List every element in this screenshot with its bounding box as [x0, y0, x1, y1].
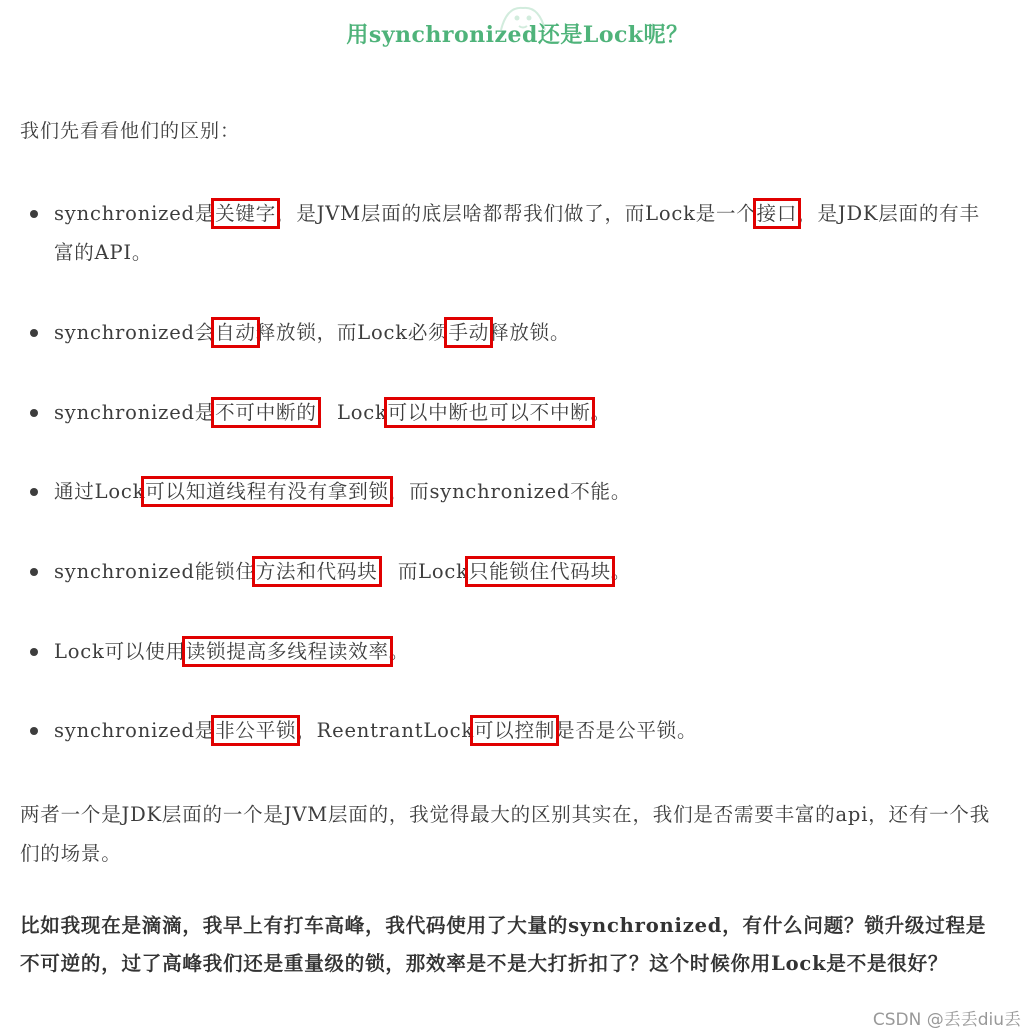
bullet-icon [30, 409, 38, 417]
highlight-box: 读锁提高多线程读效率 [185, 640, 389, 663]
list-item-text: synchronized是关键字，是JVM层面的底层啥都帮我们做了，而Lock是一个接口，是JDK层面的有丰富的API。 [54, 202, 980, 264]
highlight-box: 自动 [215, 321, 256, 344]
highlight-box: 可以控制 [473, 719, 556, 742]
list-item-text: synchronized是非公平锁，ReentrantLock可以控制是否是公平锁。 [54, 719, 698, 742]
bullet-icon [30, 329, 38, 337]
highlight-box: 关键字 [215, 202, 277, 225]
section-heading: 用synchronized还是Lock呢？ [346, 22, 689, 48]
highlight-box: 可以中断也可以不中断 [387, 401, 591, 424]
bold-paragraph: 比如我现在是滴滴，我早上有打车高峰，我代码使用了大量的synchronized，有什么问题？锁升级过程是不可逆的，过了高峰我们还是重量级的锁，那效率是不是大打折扣了？这个时候你用Lock是不是很好？ [20, 914, 987, 975]
intro-text: 我们先看看他们的区别： [20, 120, 241, 142]
list-item-text: synchronized能锁住方法和代码块，而Lock只能锁住代码块。 [54, 560, 632, 583]
bullet-icon [30, 568, 38, 576]
list-item-text: 通过Lock可以知道线程有没有拿到锁，而synchronized不能。 [54, 480, 632, 503]
highlight-box: 非公平锁 [215, 719, 297, 742]
highlight-box: 只能锁住代码块 [468, 560, 611, 583]
bullet-icon [30, 727, 38, 735]
bullet-icon [30, 488, 38, 496]
bullet-icon [30, 648, 38, 656]
bullet-icon [30, 210, 38, 218]
highlight-box: 不可中断的 [215, 401, 317, 424]
list-item-text: synchronized会自动释放锁，而Lock必须手动释放锁。 [54, 321, 571, 344]
highlight-box: 可以知道线程有没有拿到锁 [145, 480, 389, 503]
summary-paragraph: 两者一个是JDK层面的一个是JVM层面的，我觉得最大的区别其实在，我们是否需要丰富的api，还有一个我们的场景。 [20, 803, 991, 865]
highlight-box: 方法和代码块 [255, 560, 378, 583]
highlight-box: 接口 [756, 202, 798, 225]
list-item-text: synchronized是不可中断的，Lock可以中断也可以不中断。 [54, 401, 611, 424]
list-item-text: Lock可以使用读锁提高多线程读效率。 [54, 640, 410, 663]
watermark: CSDN @丢丢diu丢 [872, 1010, 1021, 1030]
highlight-box: 手动 [448, 321, 490, 344]
